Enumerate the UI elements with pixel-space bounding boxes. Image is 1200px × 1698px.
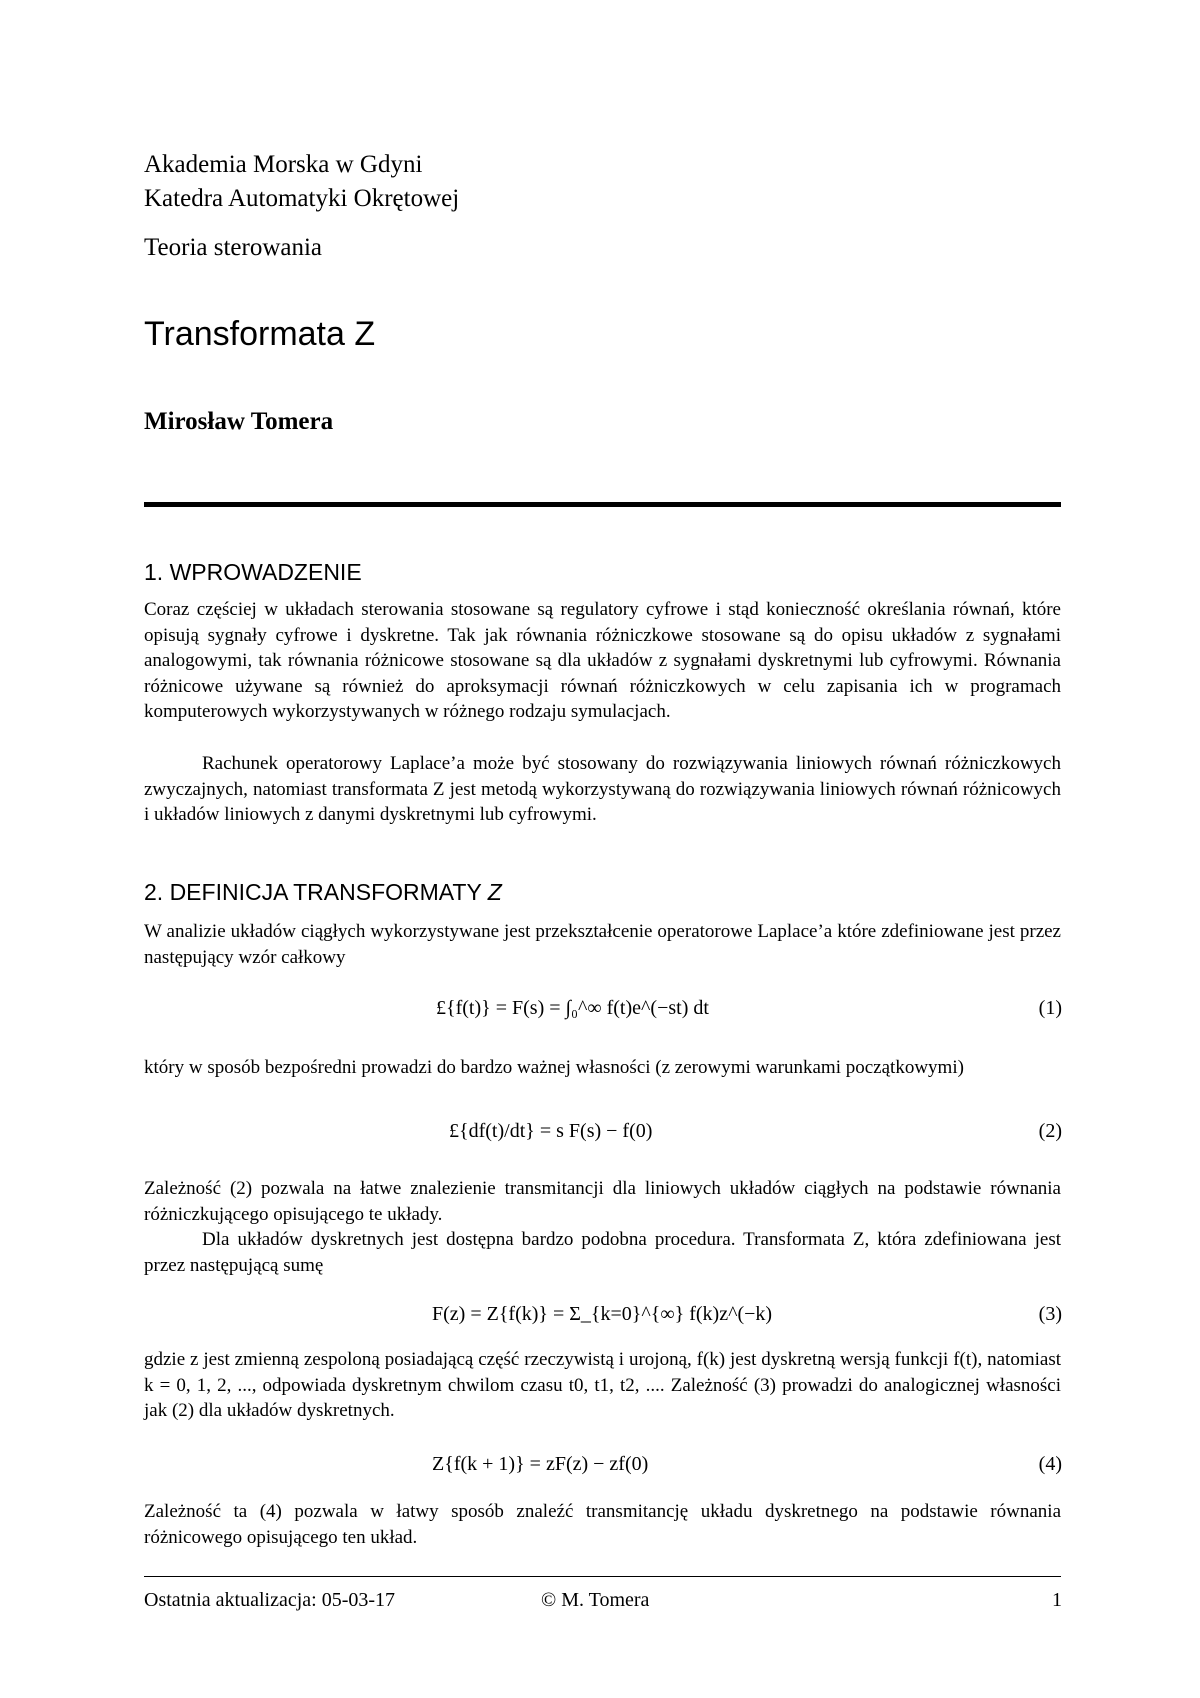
heading-prefix: 2. DEFINICJA TRANSFORMATY bbox=[144, 879, 488, 905]
equation-1: £{f(t)} = F(s) = ∫₀^∞ f(t)e^(−st) dt bbox=[436, 997, 709, 1019]
equation-number-4: (4) bbox=[1038, 1453, 1062, 1475]
equation-3: F(z) = Z{f(k)} = Σ_{k=0}^{∞} f(k)z^(−k) bbox=[432, 1303, 773, 1325]
document-title: Transformata Z bbox=[144, 315, 376, 353]
paragraph-intro-2: Rachunek operatorowy Laplace’a może być stosowany do rozwiązywania liniowych równań różniczkowych zwyczajnych, natomiast transformata Z jest metodą wykorzystywaną do rozwiązywania liniowych równań różnicowych i układów liniowych z danymi dyskretnymi lub cyfrowymi. bbox=[144, 753, 1061, 826]
section-heading-2 bbox=[144, 878, 502, 906]
paragraph-intro-1: Coraz częściej w układach sterowania stosowane są regulatory cyfrowe i stąd konieczność określania równań, które opisują sygnały cyfrowe i dyskretne. Tak jak równania różniczkowe stosowane są do opisu układów z sygnałami analogowymi, tak równania różnicowe stosowane są dla układów z sygnałami dyskretnymi lub cyfrowymi. Równania różnicowe używane są również do aproksymacji równań różniczkowych w celu zapisania ich w programach komputerowych wykorzystywanych w różnego rodzaju symulacjach. bbox=[144, 599, 1061, 723]
section-heading-1: 1. WPROWADZENIE bbox=[144, 559, 362, 585]
paragraph-variables: gdzie z jest zmienną zespoloną posiadającą część rzeczywistą i urojoną, f(k) jest dyskretną wersją funkcji f(t), natomiast k = 0, 1, 2, ..., odpowiada dyskretnym chwilom czasu t0, t1, t2, .... Zależność (3) prowadzi do analogicznej własności jak (2) dla układów dyskretnych. bbox=[144, 1349, 1061, 1422]
equation-number-2: (2) bbox=[1038, 1120, 1062, 1142]
equation-number-3: (3) bbox=[1038, 1303, 1062, 1325]
author-name: Mirosław Tomera bbox=[144, 408, 334, 435]
course-subject: Teoria sterowania bbox=[144, 234, 323, 261]
header-divider bbox=[144, 502, 1061, 507]
paragraph-conclusion: Zależność ta (4) pozwala w łatwy sposób znaleźć transmitancję układu dyskretnego na podstawie równania różnicowego opisującego ten układ. bbox=[144, 1501, 1061, 1548]
equation-4: Z{f(k + 1)} = zF(z) − zf(0) bbox=[432, 1453, 649, 1475]
page-number: 1 bbox=[1052, 1589, 1062, 1611]
equation-2: £{df(t)/dt} = s F(s) − f(0) bbox=[449, 1120, 653, 1142]
equation-number-1: (1) bbox=[1038, 997, 1062, 1019]
paragraph-transfer: Zależność (2) pozwala na łatwe znalezienie transmitancji dla liniowych układów ciągłych na podstawie równania różniczkującego opisującego te układy. bbox=[144, 1178, 1061, 1225]
institution-name: Akademia Morska w Gdyni bbox=[144, 151, 423, 178]
copyright: © M. Tomera bbox=[541, 1589, 650, 1611]
paragraph-discrete: Dla układów dyskretnych jest dostępna bardzo podobna procedura. Transformata Z, która zdefiniowana jest przez następującą sumę bbox=[144, 1229, 1061, 1276]
footer-divider bbox=[144, 1576, 1061, 1577]
heading-symbol: Z bbox=[487, 879, 502, 905]
paragraph-laplace: W analizie układów ciągłych wykorzystywane jest przekształcenie operatorowe Laplace’a które zdefiniowane jest przez następujący wzór całkowy bbox=[144, 921, 1061, 968]
department-name: Katedra Automatyki Okrętowej bbox=[144, 185, 460, 212]
paragraph-property: który w sposób bezpośredni prowadzi do bardzo ważnej własności (z zerowymi warunkami początkowymi) bbox=[144, 1057, 964, 1078]
last-updated: Ostatnia aktualizacja: 05-03-17 bbox=[144, 1589, 396, 1611]
